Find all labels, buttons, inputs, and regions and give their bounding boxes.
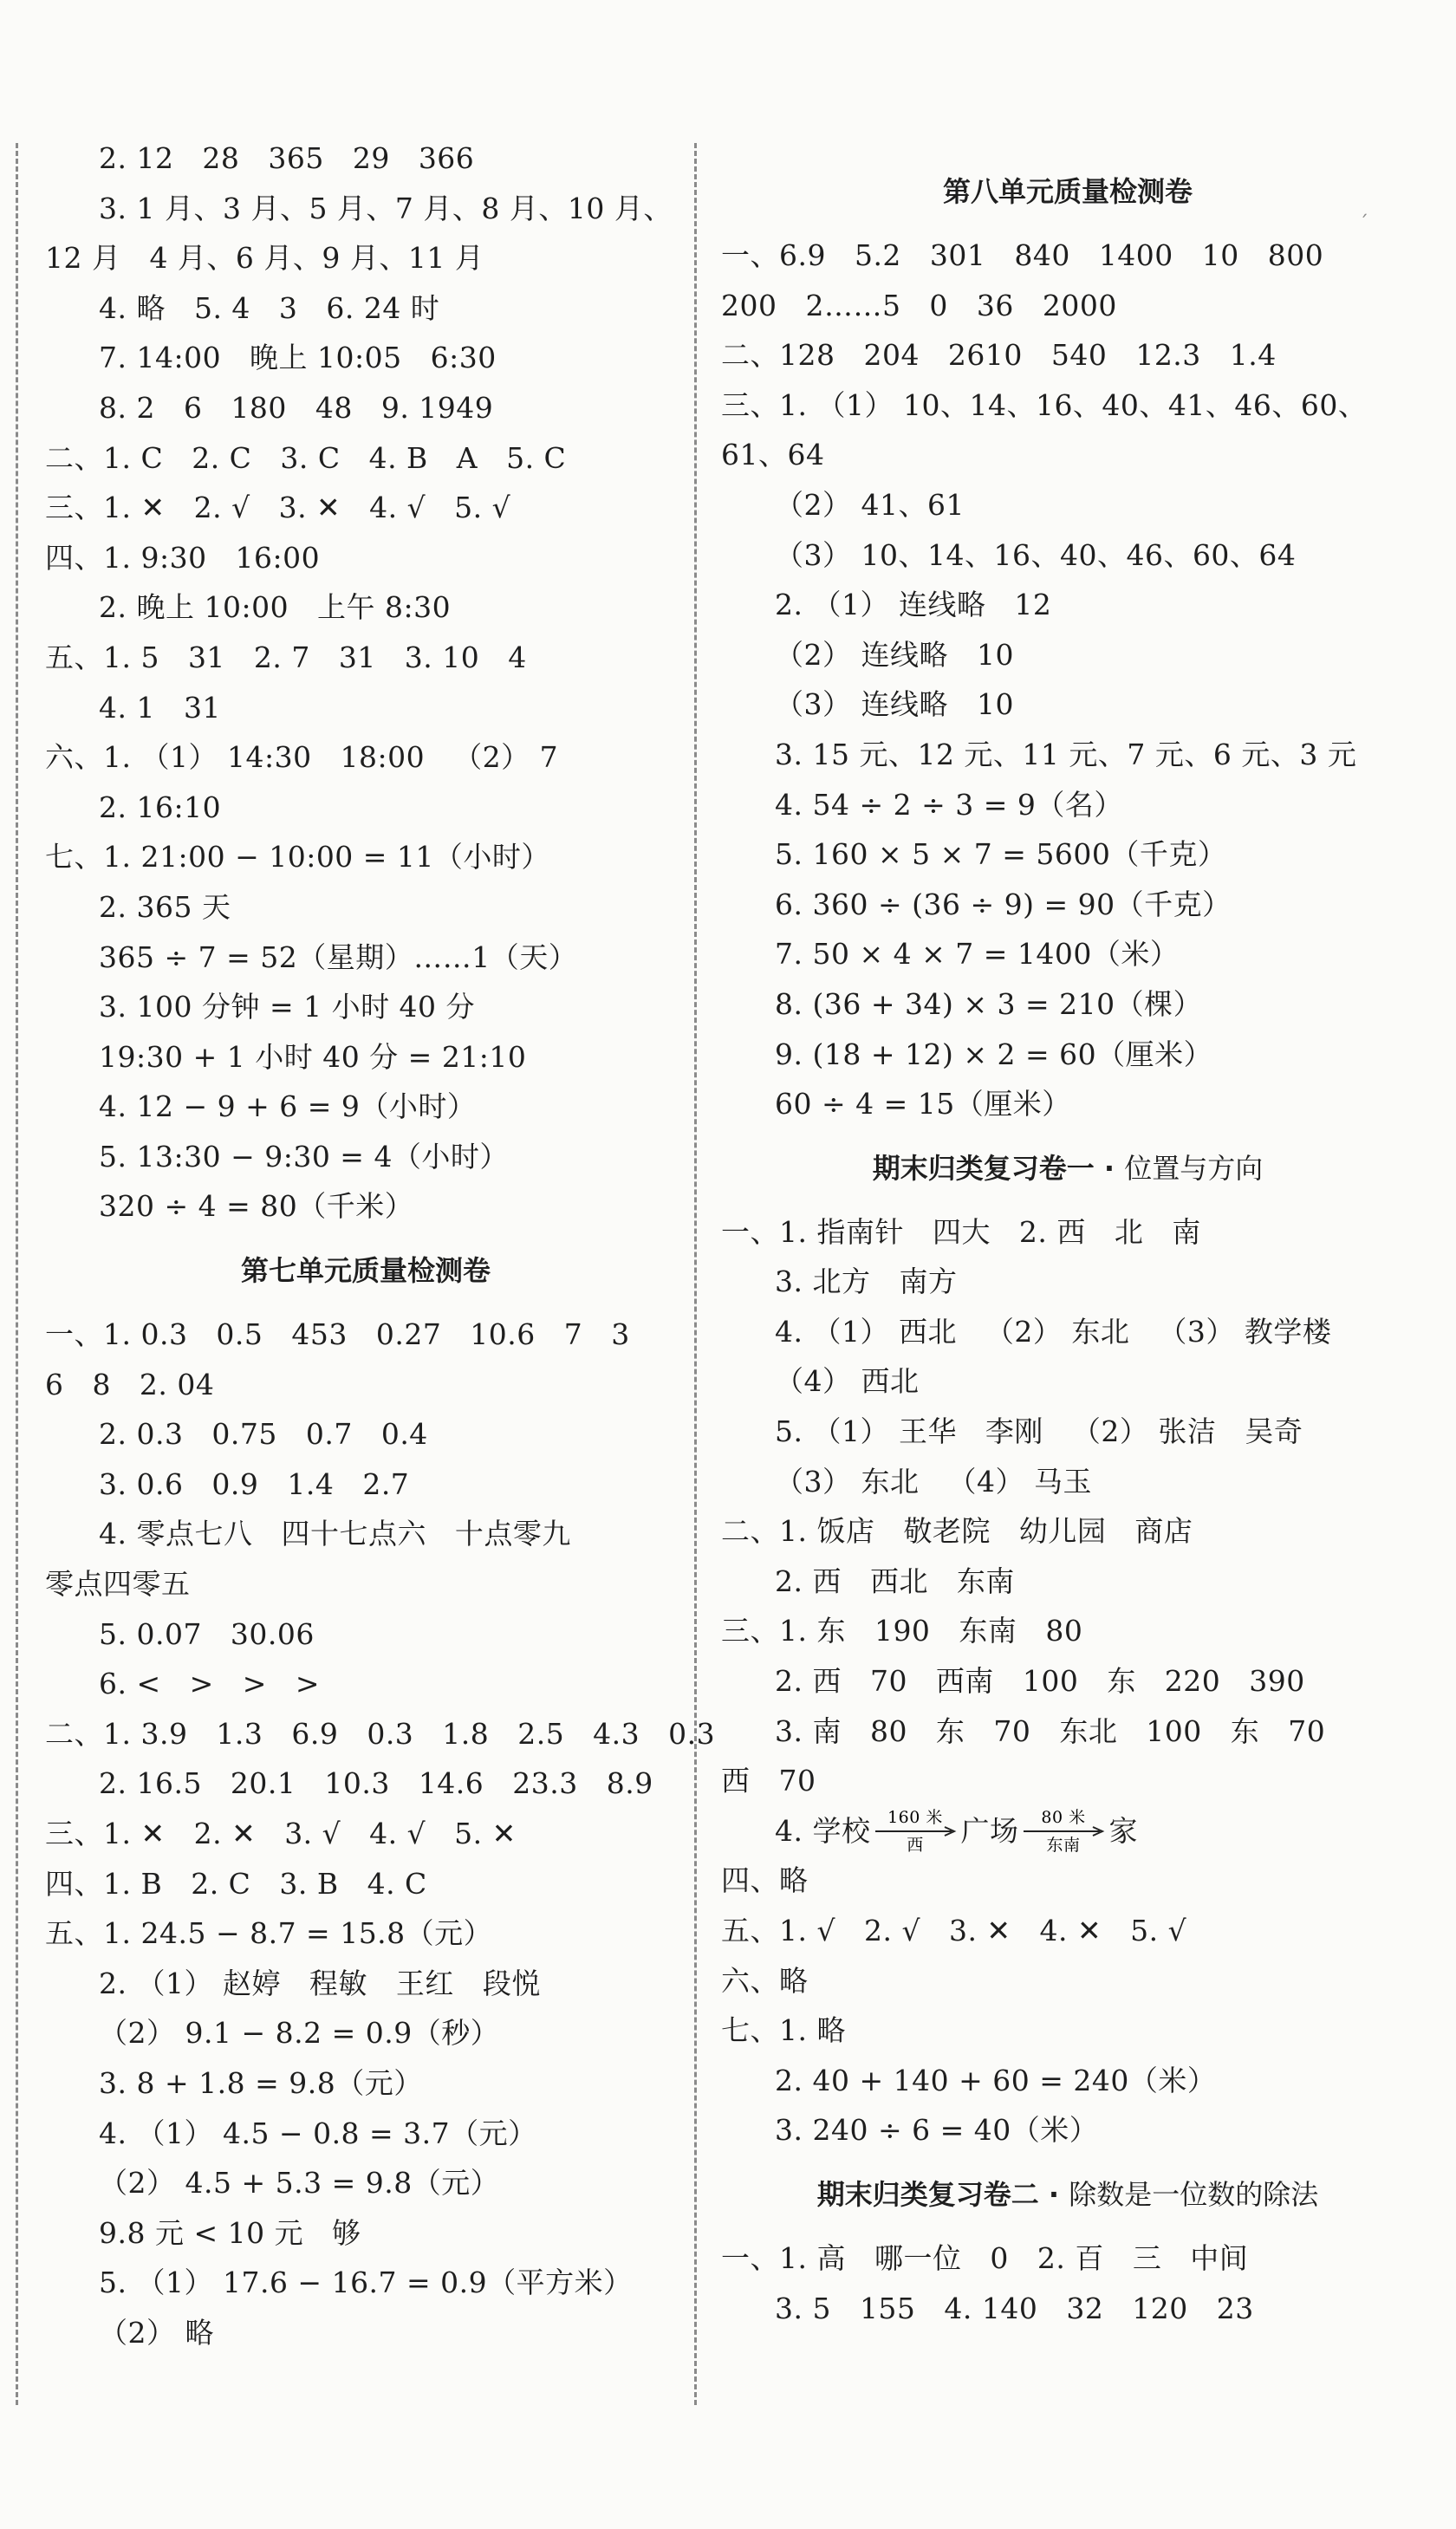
answer-line: 五、1. √ 2. √ 3. ✕ 4. ✕ 5. √ (721, 1914, 1187, 1947)
answer-line: 四、1. B 2. C 3. B 4. C (45, 1866, 427, 1901)
answer-line: 二、1. 3.9 1.3 6.9 0.3 1.8 2.5 4.3 0.3 (45, 1716, 716, 1751)
answer-line: 七、1. 略 (721, 2013, 846, 2048)
answer-line: 7. 50 × 4 × 7 = 1400（米） (775, 937, 1180, 972)
answer-line: 61、64 (721, 438, 825, 472)
answer-line: 4. （1） 西北 （2） 东北 （3） 教学楼 (775, 1314, 1332, 1349)
answer-line: 6 8 2. 04 (45, 1367, 215, 1401)
section-heading (721, 153, 1414, 231)
answer-line: 3. 5 155 4. 140 32 120 23 (775, 2291, 1254, 2325)
answer-line: 4. 零点七八 四十七点六 十点零九 (99, 1517, 571, 1551)
answer-line: 五、1. 5 31 2. 7 31 3. 10 4 (45, 640, 527, 674)
section-heading-title: 期末归类复习卷一 · (872, 1151, 1125, 1185)
left-dashed-divider (16, 143, 18, 2405)
answer-line: 六、略 (721, 1963, 809, 1998)
section-heading-title: 第七单元质量检测卷 (240, 1254, 491, 1288)
answer-line: 2. 0.3 0.75 0.7 0.4 (99, 1417, 428, 1452)
answer-line: 8. (36 + 34) × 3 = 210（棵） (775, 986, 1203, 1021)
answer-line: 2. 16:10 (99, 790, 222, 824)
answer-line: 一、6.9 5.2 301 840 1400 10 800 (721, 238, 1324, 272)
left-column (45, 133, 716, 2358)
answer-line: （3） 东北 （4） 马玉 (775, 1464, 1092, 1499)
answer-line: 4. （1） 4.5 − 0.8 = 3.7（元） (99, 2116, 537, 2150)
route-arrow-1 (874, 1807, 957, 1856)
answer-line: 三、1. 东 190 东南 80 (721, 1614, 1083, 1648)
answer-line: 4. 12 − 9 + 6 = 9（小时） (99, 1089, 477, 1124)
answer-line: （3） 10、14、16、40、46、60、64 (775, 537, 1297, 572)
answer-line: 3. 南 80 东 70 东北 100 东 70 (775, 1713, 1326, 1748)
route-line (721, 1806, 1414, 1856)
route-end: 家 (1108, 1813, 1138, 1848)
answer-line: 3. 100 分钟 = 1 小时 40 分 (99, 990, 476, 1024)
answer-line: （4） 西北 (775, 1364, 920, 1399)
answer-line: 9.8 元 < 10 元 够 (99, 2215, 361, 2250)
route-arrow-2 (1022, 1807, 1105, 1856)
answer-line: 5. 0.07 30.06 (99, 1616, 315, 1651)
answer-line: 三、1. ✕ 2. ✕ 3. √ 4. √ 5. ✕ (45, 1817, 517, 1850)
answer-line: 9. (18 + 12) × 2 = 60（厘米） (775, 1037, 1213, 1071)
answer-line: 一、1. 指南针 四大 2. 西 北 南 (721, 1214, 1201, 1249)
answer-line: 2. 西 70 西南 100 东 220 390 (775, 1664, 1305, 1699)
section-heading (721, 1129, 1414, 1207)
answer-line: 5. 13:30 − 9:30 = 4（小时） (99, 1139, 509, 1173)
answer-line: （2） 9.1 − 8.2 = 0.9（秒） (99, 2016, 500, 2051)
route-direction-label: 东南 (1046, 1835, 1081, 1855)
answer-line: 60 ÷ 4 = 15（厘米） (775, 1087, 1071, 1121)
answer-line: （3） 连线略 10 (775, 687, 1014, 722)
answer-line: 一、1. 高 哪一位 0 2. 百 三 中间 (721, 2240, 1249, 2275)
section-heading-subtitle: 位置与方向 (1124, 1151, 1264, 1185)
answer-line: 5. （1） 17.6 − 16.7 = 0.9（平方米） (99, 2266, 633, 2300)
section-heading-title: 第八单元质量检测卷 (942, 175, 1193, 208)
answer-line: 四、略 (721, 1863, 809, 1898)
answer-line: 3. 0.6 0.9 1.4 2.7 (99, 1466, 410, 1501)
route-direction-label: 西 (907, 1835, 925, 1855)
section-heading (45, 1232, 686, 1310)
section-heading-subtitle: 除数是一位数的除法 (1069, 2177, 1319, 2211)
answer-line: 2. 西 西北 东南 (775, 1564, 1015, 1598)
answer-line: （2） 略 (99, 2315, 214, 2350)
answer-line: 7. 14:00 晚上 10:05 6:30 (99, 341, 497, 375)
answer-line: 二、1. 饭店 敬老院 幼儿园 商店 (721, 1514, 1193, 1549)
answer-line: 4. 略 5. 4 3 6. 24 时 (99, 290, 440, 325)
answer-line: 2. 40 + 140 + 60 = 240（米） (775, 2063, 1217, 2097)
answer-line: （2） 4.5 + 5.3 = 9.8（元） (99, 2166, 500, 2201)
answer-line: 2. （1） 连线略 12 (775, 588, 1052, 622)
answer-line: 4. 1 31 (99, 690, 221, 725)
answer-line: 2. 365 天 (99, 889, 231, 924)
route-distance-label: 80 米 (1041, 1807, 1087, 1827)
answer-line: 3. 240 ÷ 6 = 40（米） (775, 2113, 1099, 2148)
answer-line: 6. 360 ÷ (36 ÷ 9) = 90（千克） (775, 887, 1232, 921)
answer-line: 一、1. 0.3 0.5 453 0.27 10.6 7 3 (45, 1317, 630, 1352)
center-dashed-divider (694, 143, 697, 2405)
answer-line: 3. 1 月、3 月、5 月、7 月、8 月、10 月、 (99, 191, 673, 225)
answer-line: 二、128 204 2610 540 12.3 1.4 (721, 338, 1277, 373)
answer-line: 2. 12 28 365 29 366 (99, 141, 475, 175)
answer-line: 12 月 4 月、6 月、9 月、11 月 (45, 241, 484, 276)
answer-line: 五、1. 24.5 − 8.7 = 15.8（元） (45, 1916, 493, 1951)
section-heading-title: 期末归类复习卷二 · (816, 2177, 1069, 2211)
answer-line: （2） 41、61 (775, 487, 965, 522)
answer-line: 零点四零五 (45, 1567, 191, 1602)
answer-line: 2. 晚上 10:00 上午 8:30 (99, 590, 452, 625)
corner-mark: ˊ (1359, 213, 1368, 235)
answer-line: 3. 15 元、12 元、11 元、7 元、6 元、3 元 (775, 737, 1357, 771)
answer-line: 六、1. （1） 14:30 18:00 （2） 7 (45, 740, 559, 775)
answer-line: 8. 2 6 180 48 9. 1949 (99, 390, 494, 425)
answer-line: 3. 8 + 1.8 = 9.8（元） (99, 2065, 423, 2100)
answer-line: 6. < > > > (99, 1667, 320, 1701)
answer-line: 2. （1） 赵婷 程敏 王红 段悦 (99, 1966, 541, 2000)
answer-line: 5. （1） 王华 李刚 （2） 张洁 吴奇 (775, 1414, 1303, 1449)
route-distance-label: 160 米 (887, 1807, 944, 1827)
answer-line: 四、1. 9:30 16:00 (45, 540, 321, 575)
answer-line: 200 2……5 0 36 2000 (721, 288, 1117, 322)
answer-line: 二、1. C 2. C 3. C 4. B A 5. C (45, 440, 567, 475)
answer-line: 七、1. 21:00 − 10:00 = 11（小时） (45, 840, 550, 874)
section-heading (721, 2155, 1414, 2233)
route-midpoint: 广场 (960, 1813, 1019, 1848)
answer-line: 三、1. ✕ 2. √ 3. ✕ 4. √ 5. √ (45, 491, 511, 525)
answer-line: 19:30 + 1 小时 40 分 = 21:10 (99, 1039, 527, 1074)
answer-line: 365 ÷ 7 = 52（星期）……1（天） (99, 939, 578, 974)
answer-line: 4. 54 ÷ 2 ÷ 3 = 9（名） (775, 787, 1123, 822)
answer-line: 西 70 (721, 1764, 816, 1798)
right-column (721, 153, 1414, 2333)
answer-line: 2. 16.5 20.1 10.3 14.6 23.3 8.9 (99, 1766, 653, 1801)
answer-line: 320 ÷ 4 = 80（千米） (99, 1189, 414, 1224)
answer-line: 三、1. （1） 10、14、16、40、41、46、60、 (721, 387, 1368, 422)
answer-line: （2） 连线略 10 (775, 637, 1014, 672)
answer-line: 3. 北方 南方 (775, 1264, 958, 1299)
route-start: 4. 学校 (775, 1813, 871, 1848)
answer-line: 5. 160 × 5 × 7 = 5600（千克） (775, 837, 1227, 872)
